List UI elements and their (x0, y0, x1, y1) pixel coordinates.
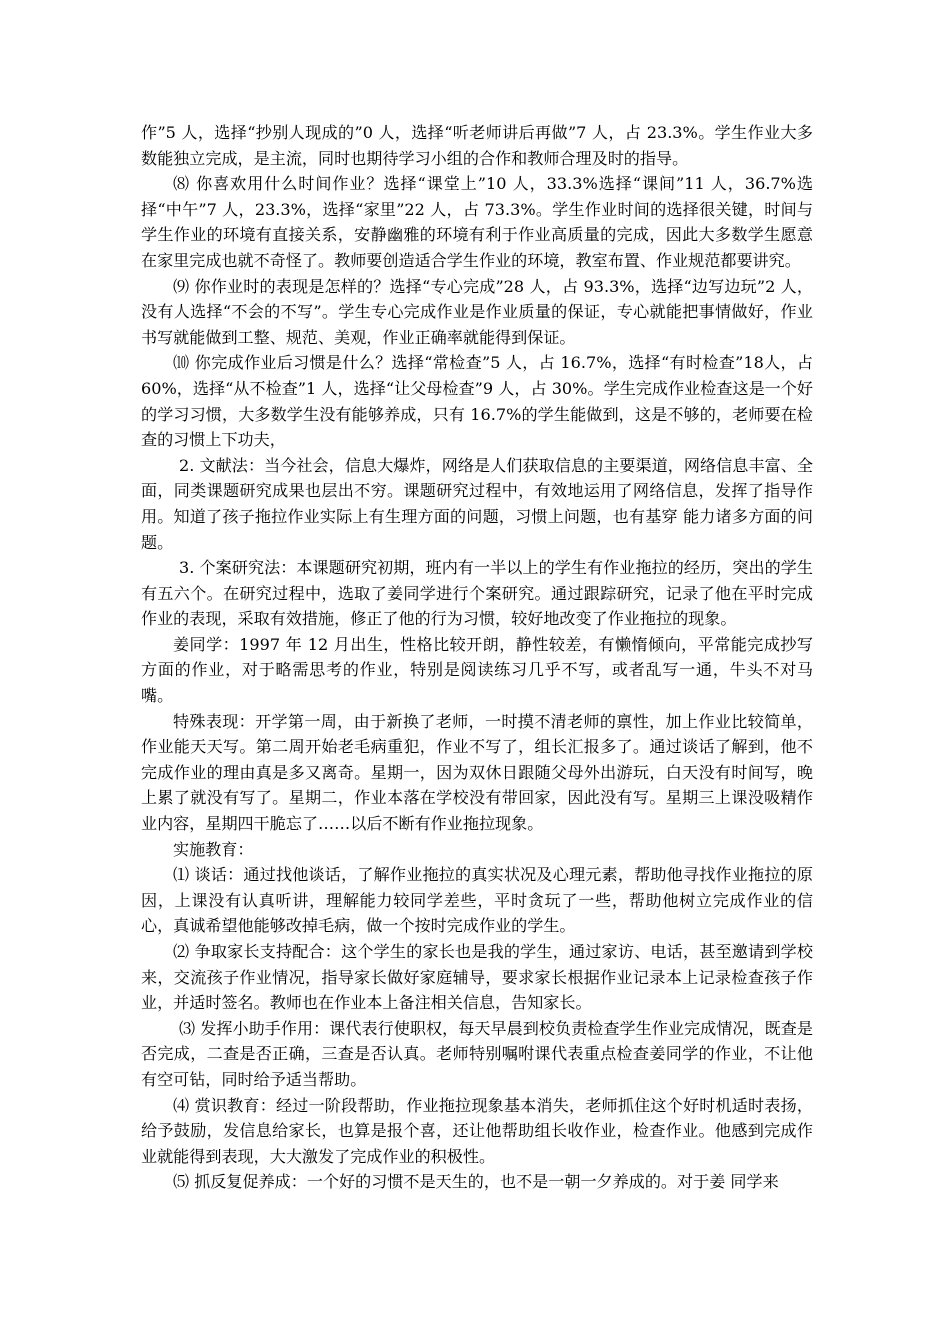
paragraph-q8: ⑻ 你喜欢用什么时间作业？选择“课堂上”10 人，33.3%选择“课间”11 人，36.7%选择“中午”7 人，23.3%，选择“家里”22 人，占 73.3%。学生作业时间的选择很关键，时间与学生作业的环境有直接关系，安静幽雅的环境有利于作业高质量的完成，因此大多数学生愿意在家里完成也就不奇怪了。教师要创造适合学生作业的环境，教室布置、作业规范都要讲究。 (141, 174, 813, 270)
paragraph-implementation-heading: 实施教育： (173, 839, 254, 859)
paragraph-student-profile: 姜同学：1997 年 12 月出生，性格比较开朗，静性较差，有懒惰倾向，平常能完成抄写方面的作业，对于略需思考的作业，特别是阅读练习几乎不写，或者乱写一通，牛头不对马嘴。 (141, 634, 813, 706)
paragraph-step-3: ⑶ 发挥小助手作用：课代表行使职权，每天早晨到校负责检查学生作业完成情况，既查是否完成，二查是否正确，三查是否认真。老师特别嘱咐课代表重点检查姜同学的作业，不让他有空可钻，同时给予适当帮助。 (141, 1018, 813, 1089)
paragraph-q9: ⑼ 你作业时的表现是怎样的？选择“专心完成”28 人，占 93.3%，选择“边写边玩”2 人，没有人选择“不会的不写”。学生专心完成作业是作业质量的保证，专心就能把事情做好，作业书写就能做到工整、规范、美观，作业正确率就能得到保证。 (141, 276, 813, 347)
paragraph-case-study-method: 3. 个案研究法：本课题研究初期，班内有一半以上的学生有作业拖拉的经历，突出的学生有五六个。在研究过程中，选取了姜同学进行个案研究。通过跟踪研究，记录了他在平时完成作业的表现，采取有效措施，修正了他的行为习惯，较好地改变了作业拖拉的现象。 (141, 558, 813, 629)
paragraph-step-5: ⑸ 抓反复促养成：一个好的习惯不是天生的，也不是一朝一夕养成的。对于姜 同学来 (173, 1172, 779, 1192)
paragraph-step-2: ⑵ 争取家长支持配合：这个学生的家长也是我的学生，通过家访、电话，甚至邀请到学校来，交流孩子作业情况，指导家长做好家庭辅导，要求家长根据作业记录本上记录检查孩子作业，并适时签名。教师也在作业本上备注相关信息，告知家长。 (141, 942, 813, 1013)
document-page (141, 120, 813, 1195)
paragraph-special-behavior: 特殊表现：开学第一周，由于新换了老师，一时摸不清老师的禀性，加上作业比较简单，作业能天天写。第二周开始老毛病重犯，作业不写了，组长汇报多了。通过谈话了解到，他不完成作业的理由真是多又离奇。星期一，因为双休日跟随父母外出游玩，白天没有时间写，晚上累了就没有写了。星期二，作业本落在学校没有带回家，因此没有写。星期三上课没吸精作业内容，星期四干脆忘了……以后不断有作业拖拉现象。 (141, 711, 813, 834)
paragraph-q10: ⑽ 你完成作业后习惯是什么？选择“常检查”5 人，占 16.7%，选择“有时检查”18人，占 60%，选择“从不检查”1 人，选择“让父母检查”9 人，占 30%。学生完成作业检查这是一个好的学习习惯，大多数学生没有能够养成，只有 16.7%的学生能做到，这是不够的，老师要在检查的习惯上下功夫， (141, 353, 813, 450)
paragraph-1: 作”5 人，选择“抄别人现成的”0 人，选择“听老师讲后再做”7 人，占 23.3%。学生作业大多数能独立完成，是主流，同时也期待学习小组的合作和教师合理及时的指导。 (141, 123, 813, 168)
paragraph-step-4: ⑷ 赏识教育：经过一阶段帮助，作业拖拉现象基本消失，老师抓住这个好时机适时表扬，给予鼓励，发信息给家长，也算是报个喜，还让他帮助组长收作业，检查作业。他感到完成作业就能得到表现，大大激发了完成作业的积极性。 (141, 1095, 813, 1166)
paragraph-step-1: ⑴ 谈话：通过找他谈话，了解作业拖拉的真实状况及心理元素，帮助他寻找作业拖拉的原因，上课没有认真听讲，理解能力较同学差些，平时贪玩了一些，帮助他树立完成作业的信心，真诚希望他能够改掉毛病，做一个按时完成作业的学生。 (141, 865, 813, 936)
paragraph-literature-method: 2. 文献法：当今社会，信息大爆炸，网络是人们获取信息的主要渠道，网络信息丰富、全面，同类课题研究成果也层出不穷。课题研究过程中，有效地运用了网络信息，发挥了指导作用。知道了孩子拖拉作业实际上有生理方面的问题，习惯上问题，也有基穿 能力诸多方面的问题。 (141, 455, 813, 552)
